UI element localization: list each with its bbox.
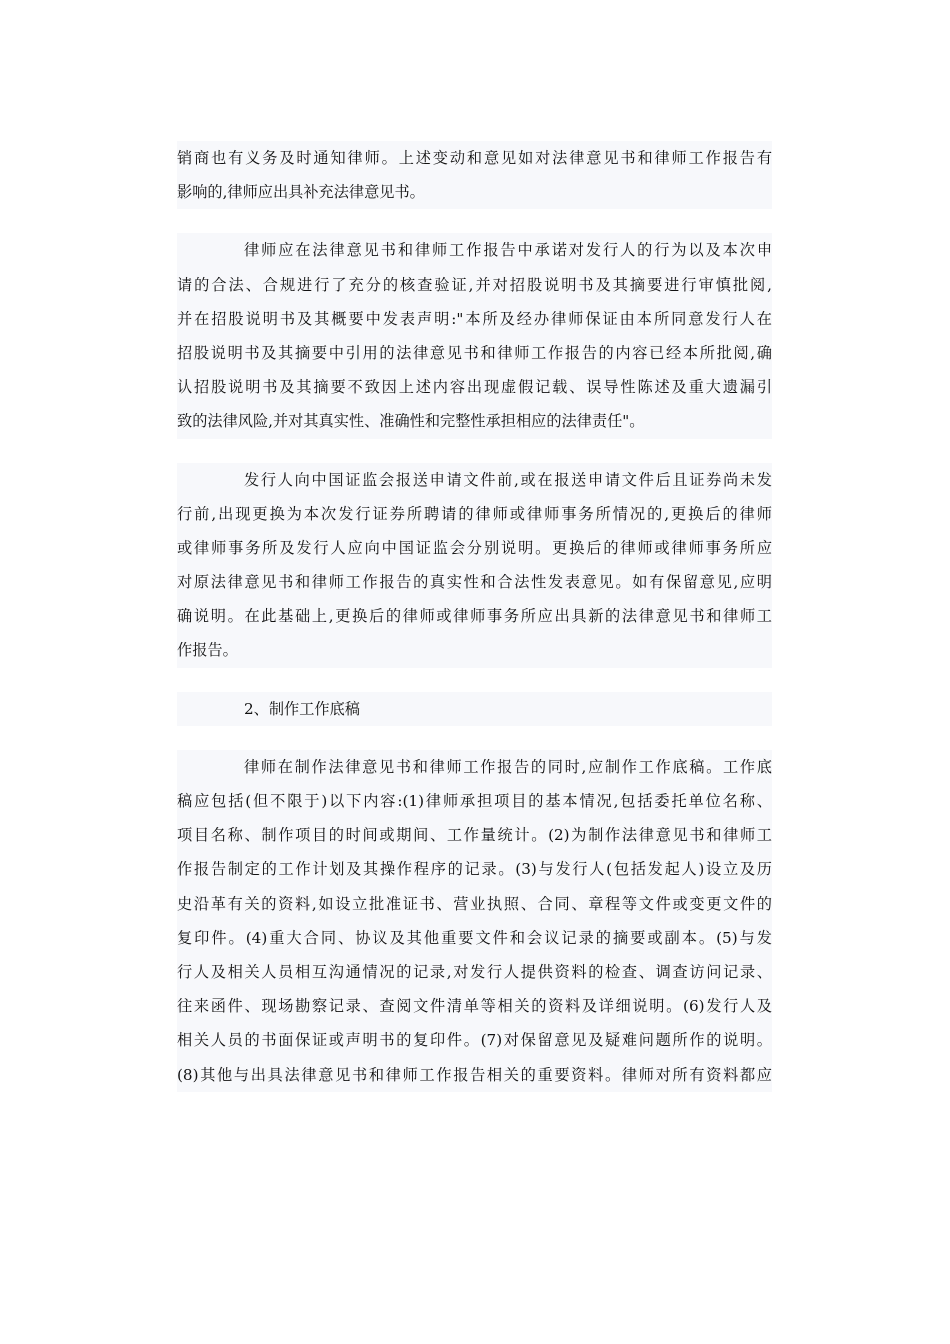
text-line: 行人及相关人员相互沟通情况的记录,对发行人提供资料的检查、调查访问记录、 (177, 955, 772, 989)
text-line: 往来函件、现场勘察记录、查阅文件清单等相关的资料及详细说明。(6)发行人及 (177, 989, 772, 1023)
text-line: 史沿革有关的资料,如设立批准证书、营业执照、合同、章程等文件或变更文件的 (177, 887, 772, 921)
section-heading-text: 2、制作工作底稿 (177, 692, 772, 726)
text-line: 或律师事务所及发行人应向中国证监会分别说明。更换后的律师或律师事务所应 (177, 531, 772, 565)
text-line: 律师应在法律意见书和律师工作报告中承诺对发行人的行为以及本次申 (177, 233, 772, 267)
text-line: 影响的,律师应出具补充法律意见书。 (177, 175, 772, 209)
paragraph-2 (177, 233, 772, 438)
text-line: 作报告。 (177, 633, 772, 667)
text-line: 并在招股说明书及其概要中发表声明:"本所及经办律师保证由本所同意发行人在 (177, 302, 772, 336)
document-body (177, 141, 772, 1116)
text-line: 确说明。在此基础上,更换后的律师或律师事务所应出具新的法律意见书和律师工 (177, 599, 772, 633)
text-line: 招股说明书及其摘要中引用的法律意见书和律师工作报告的内容已经本所批阅,确 (177, 336, 772, 370)
text-line: 对原法律意见书和律师工作报告的真实性和合法性发表意见。如有保留意见,应明 (177, 565, 772, 599)
text-line: 项目名称、制作项目的时间或期间、工作量统计。(2)为制作法律意见书和律师工 (177, 818, 772, 852)
text-line: 律师在制作法律意见书和律师工作报告的同时,应制作工作底稿。工作底 (177, 750, 772, 784)
paragraph-4 (177, 750, 772, 1092)
text-line: 作报告制定的工作计划及其操作程序的记录。(3)与发行人(包括发起人)设立及历 (177, 852, 772, 886)
text-line: 行前,出现更换为本次发行证券所聘请的律师或律师事务所情况的,更换后的律师 (177, 497, 772, 531)
text-line: (8)其他与出具法律意见书和律师工作报告相关的重要资料。律师对所有资料都应 (177, 1058, 772, 1092)
text-line: 致的法律风险,并对其真实性、准确性和完整性承担相应的法律责任"。 (177, 404, 772, 438)
section-heading (177, 692, 772, 726)
text-line: 复印件。(4)重大合同、协议及其他重要文件和会议记录的摘要或副本。(5)与发 (177, 921, 772, 955)
text-line: 发行人向中国证监会报送申请文件前,或在报送申请文件后且证券尚未发 (177, 463, 772, 497)
paragraph-1 (177, 141, 772, 209)
text-line: 相关人员的书面保证或声明书的复印件。(7)对保留意见及疑难问题所作的说明。 (177, 1023, 772, 1057)
paragraph-3 (177, 463, 772, 668)
text-line: 认招股说明书及其摘要不致因上述内容出现虚假记载、误导性陈述及重大遗漏引 (177, 370, 772, 404)
text-line: 稿应包括(但不限于)以下内容:(1)律师承担项目的基本情况,包括委托单位名称、 (177, 784, 772, 818)
text-line: 销商也有义务及时通知律师。上述变动和意见如对法律意见书和律师工作报告有 (177, 141, 772, 175)
text-line: 请的合法、合规进行了充分的核查验证,并对招股说明书及其摘要进行审慎批阅, (177, 268, 772, 302)
